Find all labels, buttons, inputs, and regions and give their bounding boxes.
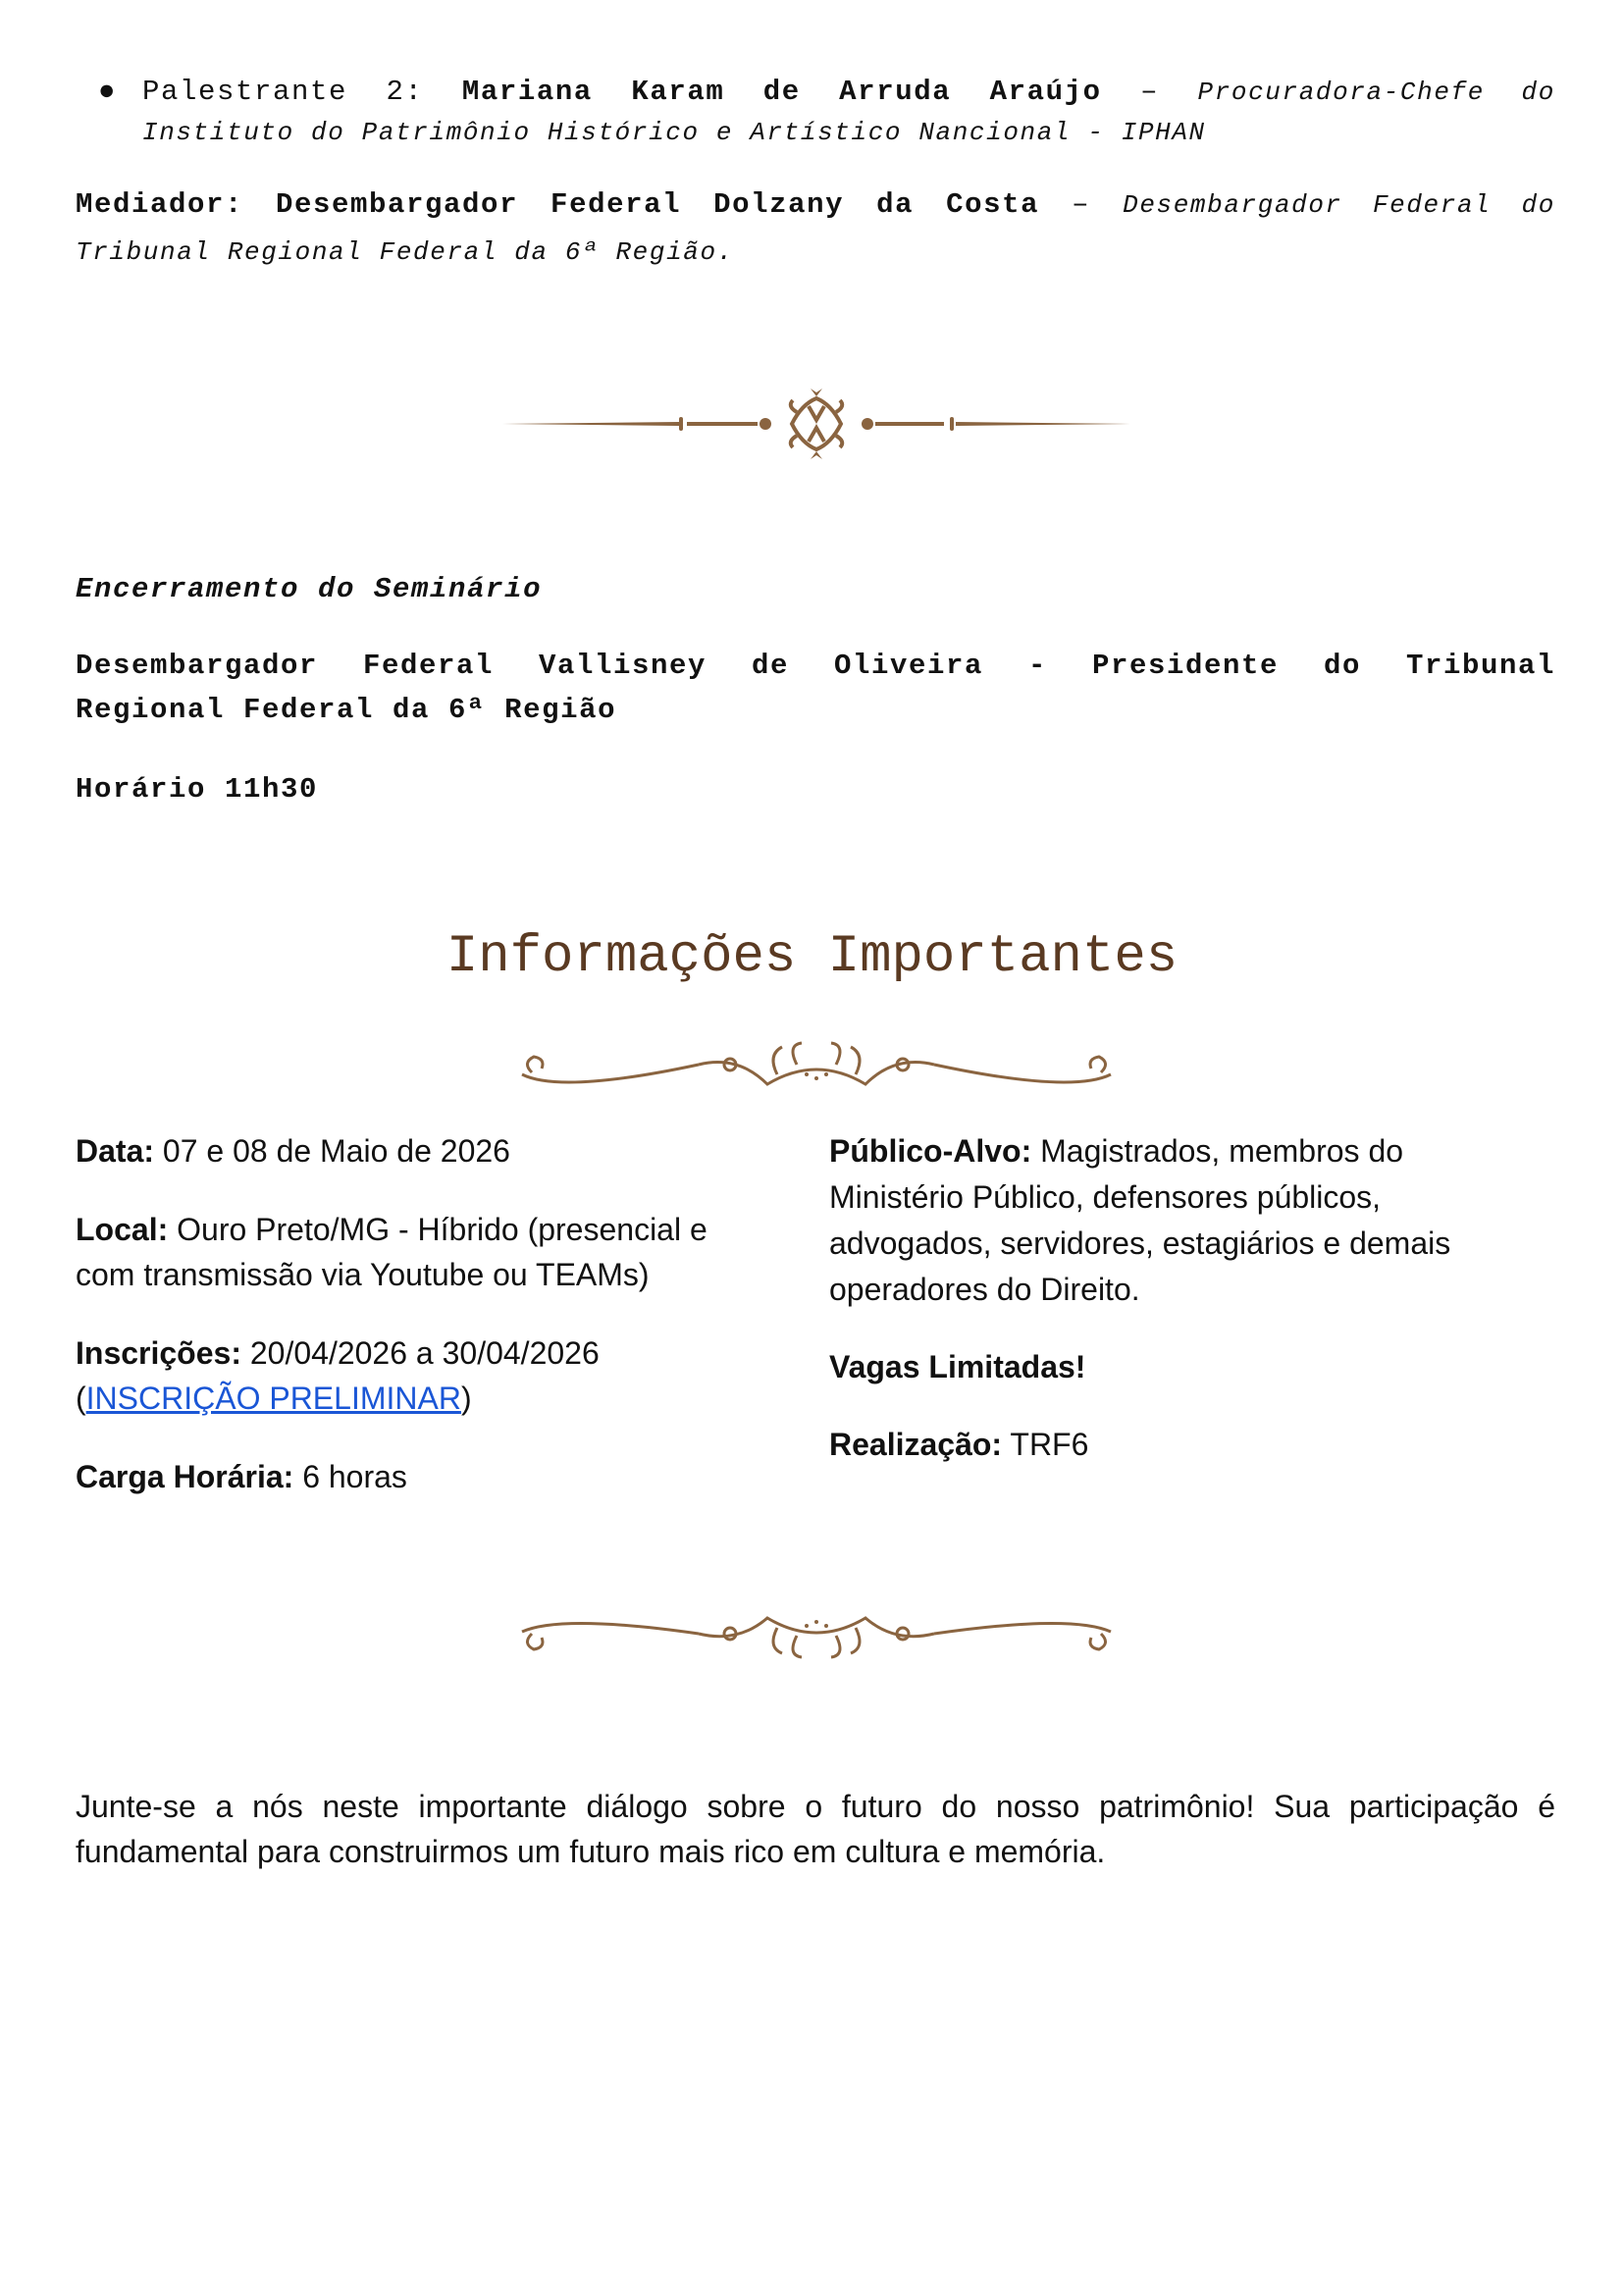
speaker-role: Procuradora-Chefe do (1197, 78, 1555, 107)
dash: – (1140, 76, 1160, 108)
closing-paragraph-cont: fundamental para construirmos um futuro mais rico em cultura e memória. (76, 1834, 1106, 1869)
date-field (76, 1128, 782, 1174)
audience-field (829, 1128, 1555, 1313)
registration-field (76, 1330, 782, 1421)
speaker-role-cont: Instituto do Patrimônio Histórico e Artístico Nancional - IPHAN (142, 118, 1206, 147)
info-left-column (76, 1128, 782, 1499)
mediator-role-cont: Tribunal Regional Federal da 6ª Região. (76, 237, 734, 267)
organizer-value: TRF6 (1002, 1427, 1089, 1462)
organizer-field (829, 1422, 1555, 1468)
place-label: Local: (76, 1212, 169, 1247)
date-label: Data: (76, 1133, 155, 1169)
hours-field (76, 1454, 782, 1499)
audience-value: Ministério Público, defensores públicos, (829, 1179, 1382, 1215)
paren: ) (460, 1381, 472, 1416)
hours-label: Carga Horária: (76, 1459, 294, 1494)
closing-time: Horário 11h30 (76, 773, 319, 806)
ornament-swirl-icon (502, 1604, 1130, 1663)
registration-link[interactable]: INSCRIÇÃO PRELIMINAR (85, 1381, 461, 1416)
audience-value: advogados, servidores, estagiários e demais (829, 1226, 1451, 1261)
closing-paragraph: Junte-se a nós neste importante diálogo sobre o futuro do nosso patrimônio! Sua participação é (76, 1789, 1555, 1824)
closing-title: Encerramento do Seminário (76, 573, 543, 605)
paren: ( (76, 1381, 86, 1416)
mediator-line (76, 188, 1555, 221)
closing-speaker-cont: Regional Federal da 6ª Região (76, 694, 617, 726)
audience-label: Público-Alvo: (829, 1133, 1032, 1169)
info-title: Informações Importantes (445, 927, 1179, 987)
mediator-label: Mediador: (76, 188, 244, 221)
vacancies-note: Vagas Limitadas! (829, 1349, 1086, 1384)
registration-value: 20/04/2026 a 30/04/2026 (240, 1335, 600, 1371)
dash: – (1072, 188, 1091, 221)
closing-speaker: Desembargador Federal Vallisney de Oliveira - Presidente do Tribunal (76, 650, 1555, 682)
audience-value: operadores do Direito. (829, 1272, 1140, 1307)
organizer-label: Realização: (829, 1427, 1003, 1462)
registration-label: Inscrições: (76, 1335, 241, 1371)
place-value-cont: com transmissão via Youtube ou TEAMs) (76, 1257, 650, 1292)
speaker-label: Palestrante 2: (142, 76, 424, 108)
speaker-2-line (142, 76, 1555, 108)
ornament-divider-icon (502, 385, 1130, 463)
ornament-swirl-icon (502, 1035, 1130, 1094)
place-field (76, 1207, 782, 1297)
hours-value: 6 horas (293, 1459, 407, 1494)
audience-value: Magistrados, membros do (1031, 1133, 1404, 1169)
info-right-column (829, 1128, 1555, 1468)
place-value: Ouro Preto/MG - Híbrido (presencial e (168, 1212, 707, 1247)
mediator-name: Desembargador Federal Dolzany da Costa (276, 188, 1040, 221)
speaker-name: Mariana Karam de Arruda Araújo (461, 76, 1102, 108)
mediator-role: Desembargador Federal do (1123, 190, 1555, 220)
bullet-icon: ● (98, 76, 118, 108)
date-value: 07 e 08 de Maio de 2026 (154, 1133, 510, 1169)
